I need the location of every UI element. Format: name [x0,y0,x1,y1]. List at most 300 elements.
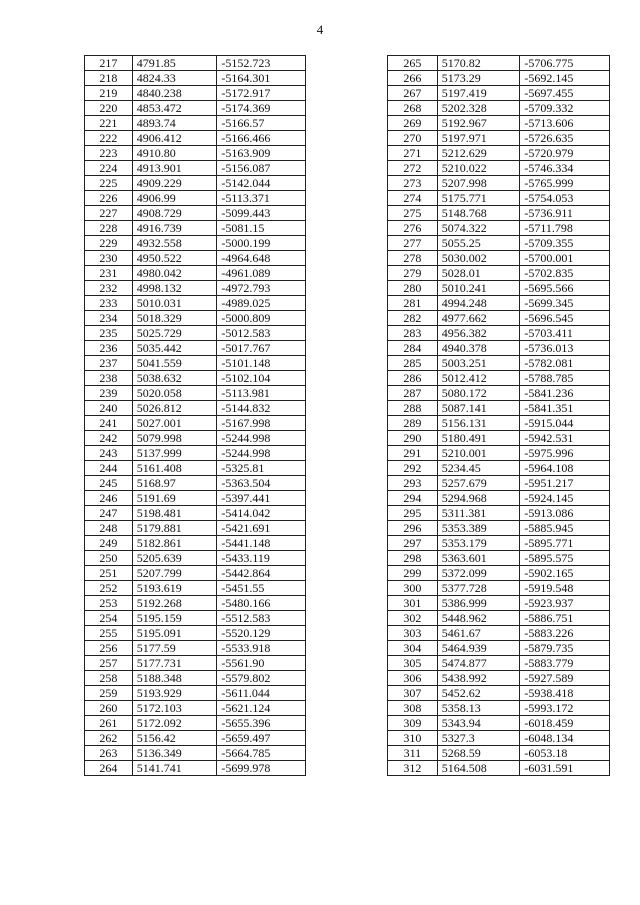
point-number-cell: 279 [388,266,438,281]
table-row [388,326,610,341]
x-coordinate-cell: 4940.378 [437,341,520,356]
y-coordinate-cell: -5902.165 [520,566,610,581]
y-coordinate-cell: -5621.124 [217,701,306,716]
table-row [85,191,306,206]
table-row [388,56,610,71]
point-number-cell: 308 [388,701,438,716]
point-number-cell: 300 [388,581,438,596]
point-number-cell: 276 [388,221,438,236]
point-number-cell: 234 [85,311,133,326]
y-coordinate-cell: -5788.785 [520,371,610,386]
y-coordinate-cell: -5695.566 [520,281,610,296]
y-coordinate-cell: -5895.575 [520,551,610,566]
table-row [85,641,306,656]
point-number-cell: 249 [85,536,133,551]
point-number-cell: 307 [388,686,438,701]
y-coordinate-cell: -6031.591 [520,761,610,776]
point-number-cell: 272 [388,161,438,176]
x-coordinate-cell: 5161.408 [132,461,217,476]
x-coordinate-cell: 5141.741 [132,761,217,776]
x-coordinate-cell: 5294.968 [437,491,520,506]
x-coordinate-cell: 5026.812 [132,401,217,416]
point-number-cell: 240 [85,401,133,416]
point-number-cell: 296 [388,521,438,536]
y-coordinate-cell: -4961.089 [217,266,306,281]
y-coordinate-cell: -5895.771 [520,536,610,551]
point-number-cell: 236 [85,341,133,356]
x-coordinate-cell: 4916.739 [132,221,217,236]
y-coordinate-cell: -5885.945 [520,521,610,536]
table-row [85,386,306,401]
y-coordinate-cell: -5102.104 [217,371,306,386]
table-row [85,431,306,446]
table-row [85,596,306,611]
table-row [85,281,306,296]
table-row [85,446,306,461]
table-row [388,536,610,551]
point-number-cell: 230 [85,251,133,266]
y-coordinate-cell: -5942.531 [520,431,610,446]
table-row [85,101,306,116]
point-number-cell: 306 [388,671,438,686]
table-row [85,611,306,626]
point-number-cell: 267 [388,86,438,101]
point-number-cell: 247 [85,506,133,521]
table-row [388,506,610,521]
point-number-cell: 245 [85,476,133,491]
table-row [85,116,306,131]
point-number-cell: 292 [388,461,438,476]
y-coordinate-cell: -6018.459 [520,716,610,731]
x-coordinate-cell: 5464.939 [437,641,520,656]
point-number-cell: 224 [85,161,133,176]
table-row [85,686,306,701]
table-body [85,56,306,776]
point-number-cell: 246 [85,491,133,506]
point-number-cell: 278 [388,251,438,266]
point-number-cell: 237 [85,356,133,371]
y-coordinate-cell: -5709.355 [520,236,610,251]
point-number-cell: 263 [85,746,133,761]
point-number-cell: 251 [85,566,133,581]
x-coordinate-cell: 5156.131 [437,416,520,431]
y-coordinate-cell: -5000.199 [217,236,306,251]
x-coordinate-cell: 5195.091 [132,626,217,641]
x-coordinate-cell: 5028.01 [437,266,520,281]
table-row [85,581,306,596]
y-coordinate-cell: -5736.911 [520,206,610,221]
table-row [388,581,610,596]
table-row [388,416,610,431]
x-coordinate-cell: 5197.419 [437,86,520,101]
y-coordinate-cell: -5938.418 [520,686,610,701]
x-coordinate-cell: 5448.962 [437,611,520,626]
x-coordinate-cell: 5461.67 [437,626,520,641]
point-number-cell: 233 [85,296,133,311]
y-coordinate-cell: -5163.909 [217,146,306,161]
table-row [85,536,306,551]
point-number-cell: 221 [85,116,133,131]
point-number-cell: 294 [388,491,438,506]
y-coordinate-cell: -5397.441 [217,491,306,506]
x-coordinate-cell: 5172.103 [132,701,217,716]
x-coordinate-cell: 5191.69 [132,491,217,506]
table-row [85,746,306,761]
y-coordinate-cell: -5166.466 [217,131,306,146]
y-coordinate-cell: -4964.648 [217,251,306,266]
x-coordinate-cell: 5177.731 [132,656,217,671]
table-row [85,461,306,476]
table-row [85,701,306,716]
x-coordinate-cell: 5210.001 [437,446,520,461]
y-coordinate-cell: -5883.779 [520,656,610,671]
x-coordinate-cell: 5207.799 [132,566,217,581]
coordinate-table-right [387,55,610,776]
x-coordinate-cell: 5188.348 [132,671,217,686]
y-coordinate-cell: -5244.998 [217,446,306,461]
point-number-cell: 239 [85,386,133,401]
x-coordinate-cell: 4994.248 [437,296,520,311]
y-coordinate-cell: -5765.999 [520,176,610,191]
x-coordinate-cell: 5087.141 [437,401,520,416]
x-coordinate-cell: 5025.729 [132,326,217,341]
y-coordinate-cell: -5699.978 [217,761,306,776]
table-row [85,161,306,176]
point-number-cell: 305 [388,656,438,671]
x-coordinate-cell: 5177.59 [132,641,217,656]
table-row [85,371,306,386]
x-coordinate-cell: 5202.328 [437,101,520,116]
y-coordinate-cell: -5841.351 [520,401,610,416]
y-coordinate-cell: -5611.044 [217,686,306,701]
x-coordinate-cell: 4910.80 [132,146,217,161]
y-coordinate-cell: -5167.998 [217,416,306,431]
x-coordinate-cell: 4932.558 [132,236,217,251]
point-number-cell: 231 [85,266,133,281]
y-coordinate-cell: -6048.134 [520,731,610,746]
point-number-cell: 261 [85,716,133,731]
table-row [85,176,306,191]
y-coordinate-cell: -5709.332 [520,101,610,116]
x-coordinate-cell: 5212.629 [437,146,520,161]
y-coordinate-cell: -5172.917 [217,86,306,101]
table-row [85,206,306,221]
x-coordinate-cell: 4908.729 [132,206,217,221]
point-number-cell: 217 [85,56,133,71]
y-coordinate-cell: -5012.583 [217,326,306,341]
point-number-cell: 252 [85,581,133,596]
y-coordinate-cell: -5441.148 [217,536,306,551]
y-coordinate-cell: -5152.723 [217,56,306,71]
x-coordinate-cell: 5474.877 [437,656,520,671]
x-coordinate-cell: 5180.491 [437,431,520,446]
x-coordinate-cell: 5055.25 [437,236,520,251]
y-coordinate-cell: -5166.57 [217,116,306,131]
y-coordinate-cell: -5746.334 [520,161,610,176]
y-coordinate-cell: -5659.497 [217,731,306,746]
point-number-cell: 295 [388,506,438,521]
point-number-cell: 310 [388,731,438,746]
x-coordinate-cell: 5353.389 [437,521,520,536]
x-coordinate-cell: 5372.099 [437,566,520,581]
y-coordinate-cell: -4972.793 [217,281,306,296]
x-coordinate-cell: 5027.001 [132,416,217,431]
table-row [85,401,306,416]
y-coordinate-cell: -5713.606 [520,116,610,131]
table-row [388,281,610,296]
y-coordinate-cell: -5782.081 [520,356,610,371]
x-coordinate-cell: 5205.639 [132,551,217,566]
x-coordinate-cell: 5353.179 [437,536,520,551]
x-coordinate-cell: 5327.3 [437,731,520,746]
point-number-cell: 288 [388,401,438,416]
x-coordinate-cell: 5148.768 [437,206,520,221]
table-row [388,671,610,686]
y-coordinate-cell: -5579.802 [217,671,306,686]
point-number-cell: 257 [85,656,133,671]
table-row [388,596,610,611]
point-number-cell: 265 [388,56,438,71]
x-coordinate-cell: 4998.132 [132,281,217,296]
y-coordinate-cell: -4989.025 [217,296,306,311]
y-coordinate-cell: -5174.369 [217,101,306,116]
point-number-cell: 266 [388,71,438,86]
table-row [388,296,610,311]
y-coordinate-cell: -5883.226 [520,626,610,641]
y-coordinate-cell: -5923.937 [520,596,610,611]
x-coordinate-cell: 5074.322 [437,221,520,236]
point-number-cell: 282 [388,311,438,326]
y-coordinate-cell: -5099.443 [217,206,306,221]
table-row [85,146,306,161]
table-row [388,566,610,581]
table-row [388,446,610,461]
table-row [85,131,306,146]
x-coordinate-cell: 5035.442 [132,341,217,356]
x-coordinate-cell: 5207.998 [437,176,520,191]
x-coordinate-cell: 5452.62 [437,686,520,701]
y-coordinate-cell: -5841.236 [520,386,610,401]
table-row [388,146,610,161]
point-number-cell: 264 [85,761,133,776]
table-row [388,371,610,386]
x-coordinate-cell: 4950.522 [132,251,217,266]
point-number-cell: 238 [85,371,133,386]
y-coordinate-cell: -5919.548 [520,581,610,596]
table-row [388,341,610,356]
table-row [85,356,306,371]
x-coordinate-cell: 4893.74 [132,116,217,131]
x-coordinate-cell: 5010.031 [132,296,217,311]
point-number-cell: 253 [85,596,133,611]
y-coordinate-cell: -5726.635 [520,131,610,146]
table-row [388,476,610,491]
point-number-cell: 290 [388,431,438,446]
point-number-cell: 248 [85,521,133,536]
table-row [388,86,610,101]
x-coordinate-cell: 5192.967 [437,116,520,131]
table-row [388,626,610,641]
y-coordinate-cell: -5113.371 [217,191,306,206]
table-row [388,521,610,536]
x-coordinate-cell: 4906.99 [132,191,217,206]
table-row [388,176,610,191]
x-coordinate-cell: 5156.42 [132,731,217,746]
x-coordinate-cell: 5012.412 [437,371,520,386]
x-coordinate-cell: 5197.971 [437,131,520,146]
point-number-cell: 284 [388,341,438,356]
x-coordinate-cell: 5170.82 [437,56,520,71]
y-coordinate-cell: -5561.90 [217,656,306,671]
table-row [388,551,610,566]
x-coordinate-cell: 5363.601 [437,551,520,566]
table-row [388,236,610,251]
y-coordinate-cell: -5702.835 [520,266,610,281]
y-coordinate-cell: -5879.735 [520,641,610,656]
x-coordinate-cell: 4980.042 [132,266,217,281]
point-number-cell: 277 [388,236,438,251]
y-coordinate-cell: -5433.119 [217,551,306,566]
table-row [388,701,610,716]
point-number-cell: 244 [85,461,133,476]
y-coordinate-cell: -5164.301 [217,71,306,86]
point-number-cell: 268 [388,101,438,116]
point-number-cell: 255 [85,626,133,641]
point-number-cell: 301 [388,596,438,611]
y-coordinate-cell: -5696.545 [520,311,610,326]
x-coordinate-cell: 4906.412 [132,131,217,146]
x-coordinate-cell: 5438.992 [437,671,520,686]
point-number-cell: 226 [85,191,133,206]
x-coordinate-cell: 5192.268 [132,596,217,611]
table-row [388,641,610,656]
y-coordinate-cell: -5915.044 [520,416,610,431]
y-coordinate-cell: -5156.087 [217,161,306,176]
point-number-cell: 262 [85,731,133,746]
point-number-cell: 241 [85,416,133,431]
x-coordinate-cell: 4824.33 [132,71,217,86]
point-number-cell: 269 [388,116,438,131]
table-row [85,236,306,251]
point-number-cell: 311 [388,746,438,761]
y-coordinate-cell: -5081.15 [217,221,306,236]
y-coordinate-cell: -5692.145 [520,71,610,86]
table-row [388,101,610,116]
point-number-cell: 243 [85,446,133,461]
x-coordinate-cell: 5193.929 [132,686,217,701]
table-row [388,356,610,371]
x-coordinate-cell: 5179.881 [132,521,217,536]
x-coordinate-cell: 4956.382 [437,326,520,341]
point-number-cell: 256 [85,641,133,656]
point-number-cell: 302 [388,611,438,626]
table-row [85,416,306,431]
table-row [388,686,610,701]
point-number-cell: 293 [388,476,438,491]
x-coordinate-cell: 4909.229 [132,176,217,191]
y-coordinate-cell: -5697.455 [520,86,610,101]
y-coordinate-cell: -5993.172 [520,701,610,716]
point-number-cell: 312 [388,761,438,776]
x-coordinate-cell: 5038.632 [132,371,217,386]
y-coordinate-cell: -5442.864 [217,566,306,581]
point-number-cell: 309 [388,716,438,731]
y-coordinate-cell: -5964.108 [520,461,610,476]
table-row [85,341,306,356]
table-row [388,731,610,746]
table-row [85,266,306,281]
table-row [388,386,610,401]
x-coordinate-cell: 5137.999 [132,446,217,461]
y-coordinate-cell: -6053.18 [520,746,610,761]
point-number-cell: 281 [388,296,438,311]
y-coordinate-cell: -5913.086 [520,506,610,521]
x-coordinate-cell: 5168.97 [132,476,217,491]
point-number-cell: 232 [85,281,133,296]
y-coordinate-cell: -5736.013 [520,341,610,356]
point-number-cell: 291 [388,446,438,461]
point-number-cell: 242 [85,431,133,446]
table-row [85,86,306,101]
y-coordinate-cell: -5699.345 [520,296,610,311]
table-row [388,131,610,146]
point-number-cell: 273 [388,176,438,191]
y-coordinate-cell: -5720.979 [520,146,610,161]
point-number-cell: 285 [388,356,438,371]
point-number-cell: 225 [85,176,133,191]
point-number-cell: 235 [85,326,133,341]
table-row [388,251,610,266]
table-row [85,551,306,566]
point-number-cell: 274 [388,191,438,206]
table-row [388,611,610,626]
table-row [388,311,610,326]
y-coordinate-cell: -5144.832 [217,401,306,416]
table-row [85,476,306,491]
coordinate-table-left [84,55,306,776]
point-number-cell: 287 [388,386,438,401]
y-coordinate-cell: -5101.148 [217,356,306,371]
table-row [388,491,610,506]
point-number-cell: 275 [388,206,438,221]
x-coordinate-cell: 5018.329 [132,311,217,326]
x-coordinate-cell: 5010.241 [437,281,520,296]
y-coordinate-cell: -5924.145 [520,491,610,506]
x-coordinate-cell: 4853.472 [132,101,217,116]
x-coordinate-cell: 5080.172 [437,386,520,401]
x-coordinate-cell: 5136.349 [132,746,217,761]
x-coordinate-cell: 5210.022 [437,161,520,176]
x-coordinate-cell: 4977.662 [437,311,520,326]
point-number-cell: 271 [388,146,438,161]
point-number-cell: 303 [388,626,438,641]
table-body [388,56,610,776]
x-coordinate-cell: 4913.901 [132,161,217,176]
x-coordinate-cell: 5358.13 [437,701,520,716]
point-number-cell: 259 [85,686,133,701]
y-coordinate-cell: -5414.042 [217,506,306,521]
point-number-cell: 297 [388,536,438,551]
x-coordinate-cell: 5198.481 [132,506,217,521]
y-coordinate-cell: -5363.504 [217,476,306,491]
y-coordinate-cell: -5520.129 [217,626,306,641]
x-coordinate-cell: 5020.058 [132,386,217,401]
x-coordinate-cell: 5268.59 [437,746,520,761]
table-row [85,221,306,236]
table-row [85,296,306,311]
table-row [85,566,306,581]
x-coordinate-cell: 5173.29 [437,71,520,86]
